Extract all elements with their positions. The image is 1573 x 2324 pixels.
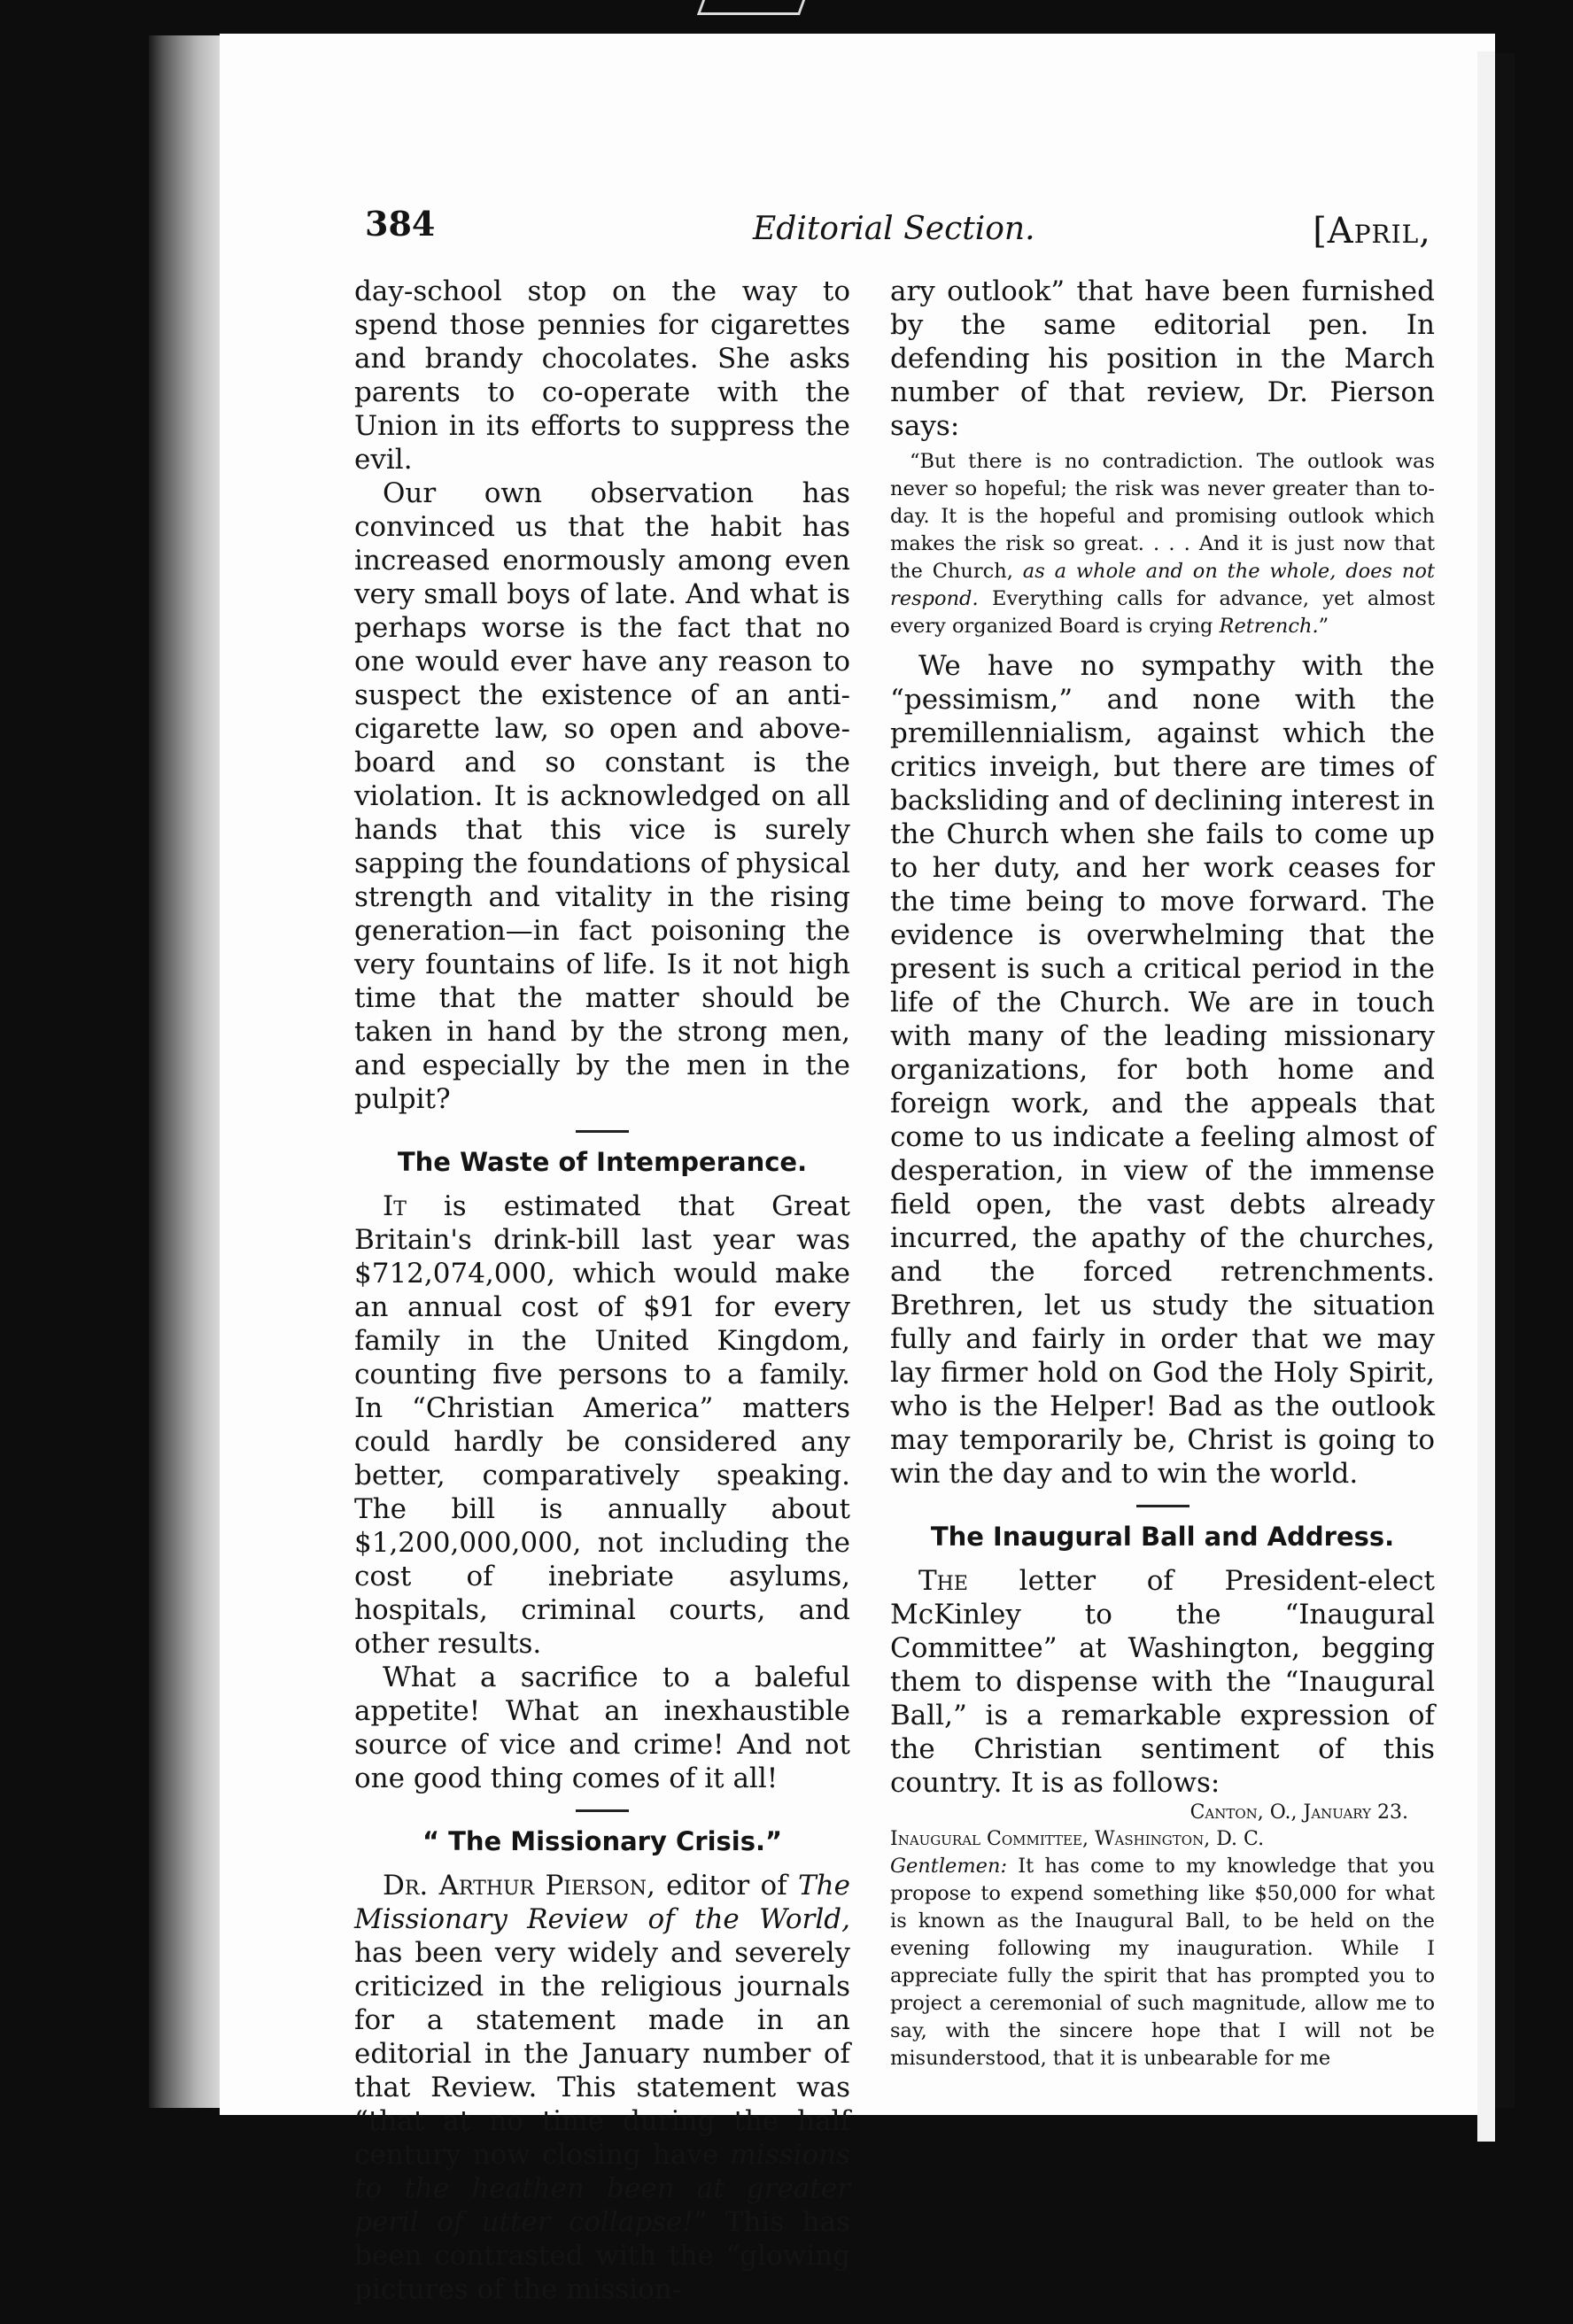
paragraph-pessimism: We have no sympathy with the “pessimism,” and none with the premillennialism, against which the critics inveigh, but there are times of backsliding and of declining interest in the Church when she fails to come up to her duty, and her work ceases for the time being to move forward. The evidence is overwhelming that the present is such a critical period in the life of the Church. We are in touch with many of the leading missionary organizations, for both home and foreign work, and the appeals that come to us indicate a feeling almost of desperation, in view of the immense field open, the vast debts already incurred, the apathy of the churches, and the forced retrenchments. Brethren, let us study the situation fully and fairly in order that we may lay firmer hold on God the Holy Spirit, who is the Helper! Bad as the outlook may temporarily be, Christ is going to win the day and to win the world. (890, 650, 1435, 1490)
binding-edge (697, 0, 805, 15)
pierson-text-a: editor of (655, 1870, 798, 1902)
block-quote-pierson (890, 448, 1435, 640)
issue-month-text: [April, (1313, 211, 1431, 252)
quote-italic-a: as a whole and on the whole, does not respond. (890, 560, 1435, 610)
heading-waste-of-intemperance: The Waste of Intemperance. (397, 1147, 808, 1177)
pierson-text-c: ” This has been contrasted with the “glowing pictures of the mission- (354, 2206, 850, 2305)
drop-lead-it: It (383, 1190, 407, 1222)
section-divider (576, 1130, 629, 1133)
journal-title: The Missionary Review of the World, (354, 1870, 850, 1935)
page-gutter-shadow (149, 35, 220, 2108)
letter-dateline: Canton, O., January 23. (1189, 1801, 1408, 1824)
quote-text-c: ” (1318, 615, 1329, 638)
next-page-edge (1495, 53, 1515, 2108)
mckinley-text: letter of President-elect McKinley to the “Inaugural Committee” at Washington, begging them to dispense with the “Inaugural Ball,” is a remarkable expression of the Christian sentiment of this country. It is as follows: (890, 1565, 1435, 1799)
drink-bill-text: is estimated that Great Britain's drink-bill last year was $712,074,000, which would make an annual cost of $91 for every family in the United Kingdom, counting five persons to a family. In “Christian America” matters could hardly be considered any better, comparatively speaking. The bill is annually about $1,200,000,000, not including the cost of inebriate asylums, hospitals, criminal courts, and other results. (354, 1190, 850, 1660)
paragraph-mckinley (890, 1564, 1435, 1800)
paragraph-observation: Our own observation has convinced us that the habit has increased enormously among even very small boys of late. And what is perhaps worse is the fact that no one would ever have any reason to suspect the existence of an anti-cigarette law, so open and above-board and so constant is the violation. It is acknowledged on all hands that this vice is surely sapping the foundations of physical strength and vitality in the rising generation—in fact poisoning the very fountains of life. Is it not high time that the matter should be taken in hand by the strong men, and especially by the men in the pulpit? (354, 477, 850, 1115)
drop-lead-the: The (918, 1565, 968, 1597)
running-head (354, 204, 1435, 266)
issue-month (1313, 211, 1431, 252)
letter-salutation: Gentlemen: (890, 1855, 1008, 1878)
page-number: 384 (365, 204, 436, 244)
pierson-quote-italic: missions to the heathen been at greater peril of utter collapse! (354, 2139, 850, 2238)
paragraph-pierson (354, 1869, 850, 2306)
right-column (890, 275, 1435, 2070)
page-right-margin (1477, 51, 1495, 2142)
left-column (354, 275, 850, 2305)
page-content (354, 204, 1435, 2305)
section-title: Editorial Section. (753, 211, 1035, 247)
paragraph-outlook: ary outlook” that have been furnished by the same editorial pen. In defending his position in the March number of that review, Dr. Pierson says: (890, 275, 1435, 442)
heading-missionary-crisis: “ The Missionary Crisis.” (422, 1826, 783, 1856)
author-name: Dr. Arthur Pierson, (383, 1870, 655, 1902)
pierson-text-b: has been very widely and severely criticized in the religious journals for a statement made in an editorial in the January number of that Review. This statement was “that at no time during the half century now closing have (354, 1937, 850, 2171)
letter-body (890, 1853, 1435, 2072)
section-divider (1136, 1505, 1189, 1507)
letter-address: Inaugural Committee, Washington, D. C. (890, 1828, 1265, 1850)
paragraph-cigarettes-end: day-school stop on the way to spend those pennies for cigarettes and brandy chocolates. She asks parents to co-operate with the Union in its efforts to suppress the evil. (354, 275, 850, 476)
quote-text-a: “But there is no contradiction. The outlook was never so hopeful; the risk was never greater than to-day. It is the hopeful and promising outlook which makes the risk so great. . . . And it is just now that the Church, (890, 450, 1435, 583)
paragraph-drink-bill (354, 1189, 850, 1661)
quote-text-b: Everything calls for advance, yet almost every organized Board is crying (890, 587, 1435, 638)
paragraph-sacrifice: What a sacrifice to a baleful appetite! What an inexhaustible source of vice and crime! And not one good thing comes of it all! (354, 1662, 850, 1794)
section-divider (576, 1809, 629, 1812)
quote-italic-b: Retrench. (1219, 615, 1319, 638)
heading-inaugural-ball: The Inaugural Ball and Address. (930, 1522, 1395, 1552)
letter-body-text: It has come to my knowledge that you propose to expend something like $50,000 for what is known as the Inaugural Ball, to be held on the evening following my inauguration. While I appreciate fully the spirit that has prompted you to project a ceremonial of such magnitude, allow me to say, with the sincere hope that I will not be misunderstood, that it is unbearable for me (890, 1855, 1435, 2070)
